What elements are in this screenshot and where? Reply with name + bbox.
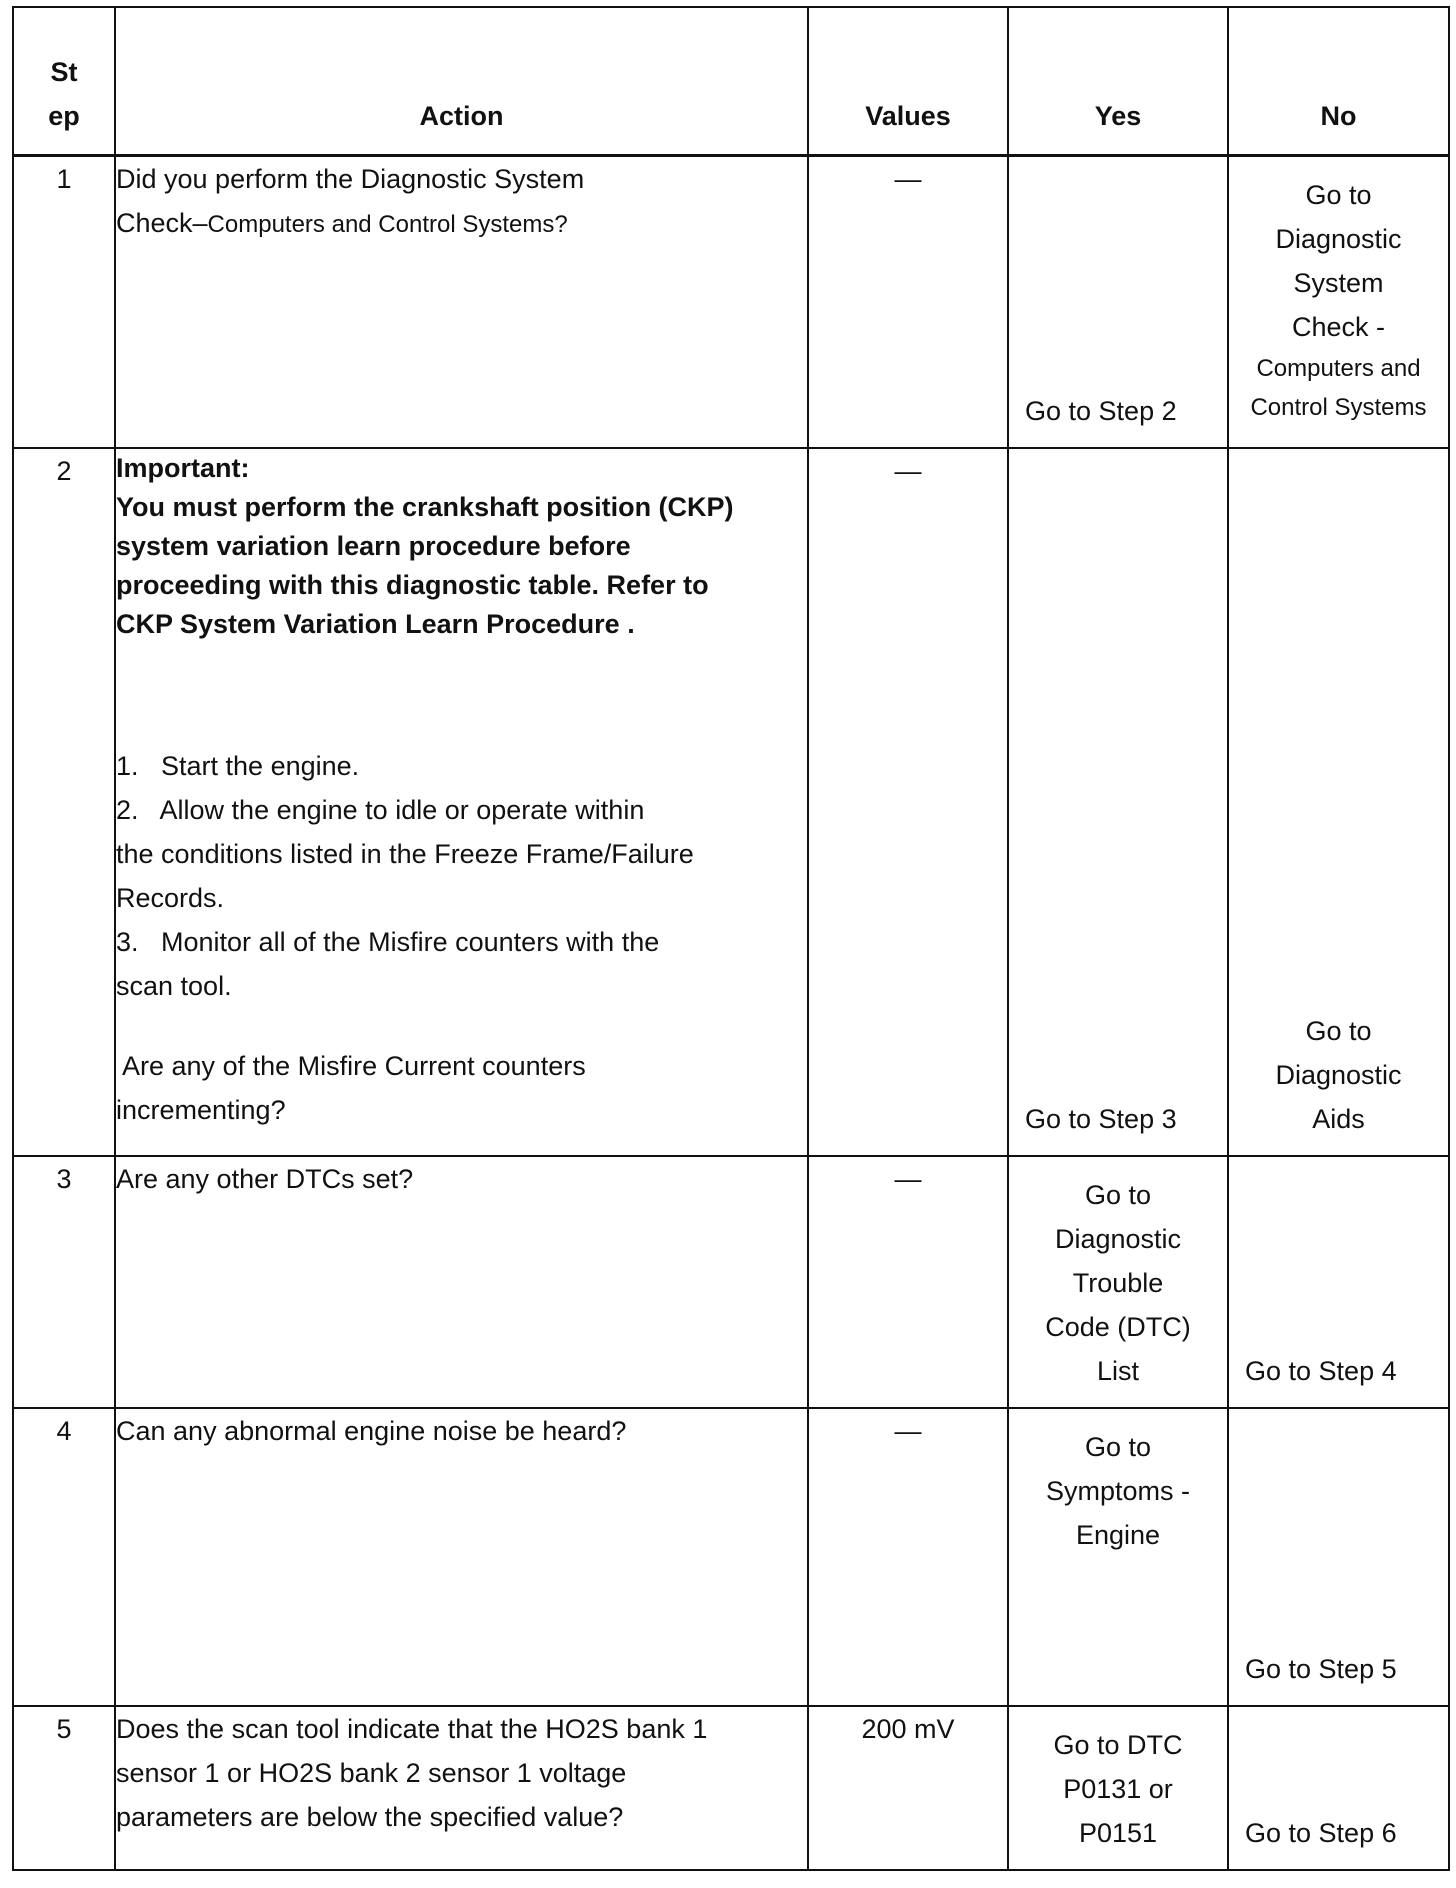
important-line: system variation learn procedure before	[116, 531, 631, 561]
link-diagnostic-aids[interactable]	[1229, 1009, 1448, 1141]
yes-cell	[1008, 1408, 1228, 1706]
yes-cell	[1008, 1156, 1228, 1408]
header-step-line2: ep	[48, 100, 80, 131]
no-line: Diagnostic	[1275, 1060, 1402, 1090]
link-ckp-variation-learn[interactable]: CKP System Variation Learn Procedure .	[116, 609, 635, 639]
yes-line: Code (DTC)	[1045, 1312, 1191, 1342]
header-no: No	[1228, 7, 1449, 155]
table-row	[13, 1706, 1449, 1870]
table-row	[13, 448, 1449, 1156]
yes-line: Go to	[1084, 1432, 1152, 1462]
no-cell	[1228, 1706, 1449, 1870]
no-line: Aids	[1312, 1104, 1365, 1134]
header-action: Action	[115, 7, 808, 155]
diagnostic-table	[12, 6, 1450, 1871]
no-line-small: Computers and	[1256, 354, 1421, 382]
no-line: Diagnostic	[1275, 223, 1402, 254]
link-go-to-step-6[interactable]: Go to Step 6	[1245, 1818, 1397, 1848]
link-go-to-step-4[interactable]: Go to Step 4	[1245, 1356, 1397, 1386]
values-cell: —	[808, 1408, 1008, 1706]
yes-line: Engine	[1075, 1520, 1161, 1550]
no-cell	[1228, 155, 1449, 448]
header-step	[13, 7, 115, 155]
action-cell	[115, 1706, 808, 1870]
action-cell	[115, 1156, 808, 1408]
no-line: Go to	[1305, 1016, 1372, 1046]
action-cell	[115, 1408, 808, 1706]
yes-line: List	[1096, 1356, 1140, 1386]
link-dtc-p0131-p0151[interactable]	[1009, 1707, 1227, 1855]
yes-line: Diagnostic	[1054, 1224, 1182, 1254]
link-symptoms-engine[interactable]	[1009, 1409, 1227, 1557]
yes-line: Go to DTC	[1053, 1730, 1183, 1760]
no-cell	[1228, 1156, 1449, 1408]
procedure-line: 2. Allow the engine to idle or operate within	[116, 795, 645, 825]
step-number: 1	[13, 155, 115, 448]
values-cell: —	[808, 448, 1008, 1156]
no-line: System	[1293, 267, 1384, 298]
no-line: Check -	[1291, 311, 1386, 342]
link-diagnostic-system-check[interactable]	[1229, 157, 1448, 427]
step-number: 2	[13, 448, 115, 1156]
important-line: You must perform the crankshaft position (CKP)	[116, 492, 734, 522]
yes-cell	[1008, 448, 1228, 1156]
action-cell	[115, 155, 808, 448]
yes-line: Trouble	[1072, 1268, 1164, 1298]
yes-line: Go to	[1084, 1180, 1152, 1210]
values-cell: 200 mV	[808, 1706, 1008, 1870]
procedure-steps	[116, 744, 807, 1008]
link-dtc-list[interactable]	[1009, 1157, 1227, 1393]
yes-line: P0131 or	[1063, 1774, 1173, 1804]
header-row	[13, 7, 1449, 155]
table-row	[13, 1156, 1449, 1408]
procedure-line: Records.	[116, 883, 225, 913]
yes-cell	[1008, 1706, 1228, 1870]
step-number: 5	[13, 1706, 115, 1870]
no-cell	[1228, 448, 1449, 1156]
values-cell: —	[808, 1156, 1008, 1408]
link-computers-control-systems[interactable]: Computers and Control Systems?	[207, 210, 568, 238]
header-step-line1: St	[50, 56, 78, 87]
action-cell	[115, 448, 808, 1156]
yes-line: P0151	[1078, 1818, 1158, 1848]
header-yes: Yes	[1008, 7, 1228, 155]
link-go-to-step-3[interactable]: Go to Step 3	[1025, 1104, 1177, 1134]
values-cell: —	[808, 155, 1008, 448]
no-cell	[1228, 1408, 1449, 1706]
link-go-to-step-5[interactable]: Go to Step 5	[1245, 1654, 1397, 1684]
table-row	[13, 1408, 1449, 1706]
procedure-line: the conditions listed in the Freeze Frame/Failure	[116, 839, 694, 869]
link-go-to-step-2[interactable]: Go to Step 2	[1025, 396, 1177, 426]
procedure-line: scan tool.	[116, 971, 232, 1001]
no-line-small: Control Systems	[1250, 393, 1427, 421]
action-line: Are any other DTCs set?	[116, 1164, 414, 1194]
action-line: Did you perform the Diagnostic System	[116, 163, 585, 194]
procedure-line: 1. Start the engine.	[116, 751, 360, 781]
action-line: parameters are below the specified value?	[116, 1802, 624, 1832]
important-label: Important:	[116, 453, 250, 483]
question	[116, 1044, 807, 1132]
table-row	[13, 155, 1449, 448]
action-line: Does the scan tool indicate that the HO2S bank 1	[116, 1714, 708, 1744]
action-text: Check–	[116, 207, 208, 238]
question-line: incrementing?	[116, 1095, 286, 1125]
header-values: Values	[808, 7, 1008, 155]
procedure-line: 3. Monitor all of the Misfire counters with the	[116, 927, 660, 957]
question-line: Are any of the Misfire Current counters	[116, 1051, 586, 1081]
action-line	[116, 201, 807, 247]
yes-cell	[1008, 155, 1228, 448]
step-number: 4	[13, 1408, 115, 1706]
no-line: Go to	[1305, 179, 1372, 210]
important-note	[116, 449, 807, 644]
action-line: Can any abnormal engine noise be heard?	[116, 1416, 627, 1446]
important-line: proceeding with this diagnostic table. Refer to	[116, 570, 709, 600]
step-number: 3	[13, 1156, 115, 1408]
action-line: sensor 1 or HO2S bank 2 sensor 1 voltage	[116, 1758, 627, 1788]
yes-line: Symptoms -	[1045, 1476, 1191, 1506]
